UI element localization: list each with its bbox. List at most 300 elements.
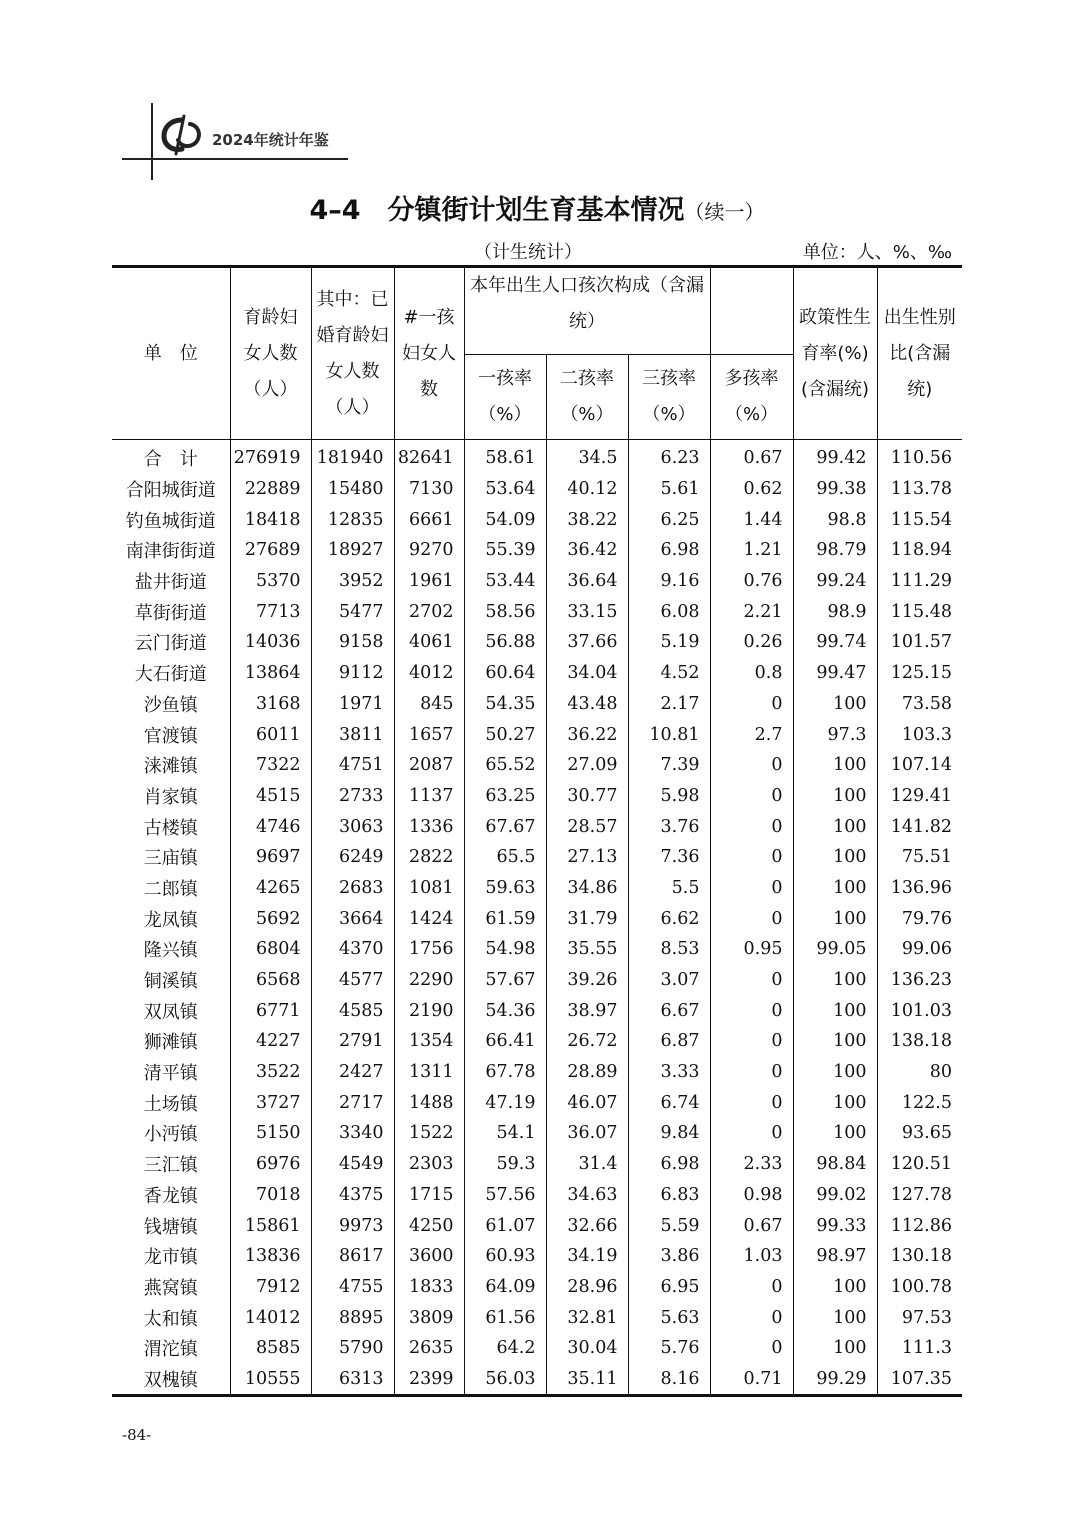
table-cell: 2190 [394, 995, 464, 1026]
table-cell: 136.96 [877, 873, 962, 904]
table-cell: 3340 [311, 1118, 394, 1149]
table-cell: 2399 [394, 1364, 464, 1396]
table-cell: 50.27 [464, 719, 546, 750]
table-cell: 10.81 [628, 719, 710, 750]
header-women-childbearing: 育龄妇女人数（人） [230, 267, 311, 440]
table-cell: 59.63 [464, 873, 546, 904]
table-cell: 100 [793, 842, 877, 873]
table-cell: 34.5 [546, 440, 628, 474]
header-horizontal-rule [122, 158, 348, 160]
table-cell: 30.04 [546, 1333, 628, 1364]
row-unit-name: 古楼镇 [143, 817, 198, 839]
table-cell: 28.57 [546, 811, 628, 842]
table-row [112, 1149, 962, 1180]
table-cell: 0 [710, 995, 793, 1026]
header-multi-child: 多孩率（%） [710, 355, 793, 440]
table-cell: 54.36 [464, 995, 546, 1026]
table-cell: 6568 [230, 965, 311, 996]
table-cell: 6.98 [628, 1149, 710, 1180]
table-cell: 14012 [230, 1302, 311, 1333]
table-cell: 0 [710, 1087, 793, 1118]
table-cell: 30.77 [546, 781, 628, 812]
table-cell: 2702 [394, 596, 464, 627]
header-married-women: 其中：已婚育龄妇女人数（人） [311, 267, 394, 440]
table-cell: 129.41 [877, 781, 962, 812]
table-row [112, 627, 962, 658]
table-cell: 0.67 [710, 1210, 793, 1241]
row-unit-name: 龙凤镇 [143, 909, 198, 931]
header-third-child: 三孩率（%） [628, 355, 710, 440]
table-cell: 115.54 [877, 504, 962, 535]
table-row [112, 903, 962, 934]
table-cell: 14036 [230, 627, 311, 658]
table-cell: 0.95 [710, 934, 793, 965]
row-unit-name: 合 计 [143, 449, 198, 471]
row-unit-name: 渭沱镇 [143, 1339, 198, 1361]
table-cell: 100.78 [877, 1272, 962, 1303]
table-cell: 59.3 [464, 1149, 546, 1180]
row-unit-name: 钱塘镇 [143, 1216, 198, 1238]
table-cell: 6.98 [628, 535, 710, 566]
table-cell: 6.95 [628, 1272, 710, 1303]
table-cell: 125.15 [877, 658, 962, 689]
table-cell: 32.66 [546, 1210, 628, 1241]
table-cell: 100 [793, 781, 877, 812]
table-cell: 8585 [230, 1333, 311, 1364]
header-second-child: 二孩率（%） [546, 355, 628, 440]
table-cell: 36.64 [546, 566, 628, 597]
table-cell: 15480 [311, 474, 394, 505]
table-cell: 138.18 [877, 1026, 962, 1057]
table-cell: 1424 [394, 903, 464, 934]
row-unit-name: 沙鱼镇 [143, 694, 198, 716]
table-cell: 100 [793, 995, 877, 1026]
header-one-child-women: #一孩妇女人数 [394, 267, 464, 440]
row-unit-name: 隆兴镇 [143, 940, 198, 962]
table-cell: 4250 [394, 1210, 464, 1241]
table-cell: 22889 [230, 474, 311, 505]
table-cell: 0 [710, 842, 793, 873]
table-cell: 54.09 [464, 504, 546, 535]
table-cell: 2.17 [628, 689, 710, 720]
table-cell: 35.11 [546, 1364, 628, 1396]
table-cell: 67.67 [464, 811, 546, 842]
table-cell: 60.93 [464, 1241, 546, 1272]
table-cell: 2427 [311, 1057, 394, 1088]
table-cell: 34.63 [546, 1180, 628, 1211]
table-cell: 15861 [230, 1210, 311, 1241]
table-cell: 845 [394, 689, 464, 720]
table-cell: 18927 [311, 535, 394, 566]
table-cell: 6771 [230, 995, 311, 1026]
table-cell: 6661 [394, 504, 464, 535]
table-cell: 6976 [230, 1149, 311, 1180]
table-row [112, 1210, 962, 1241]
row-unit-name: 双槐镇 [112, 1364, 230, 1396]
table-cell: 2290 [394, 965, 464, 996]
table-cell: 99.42 [793, 440, 877, 474]
table-cell: 12835 [311, 504, 394, 535]
table-cell: 100 [793, 1057, 877, 1088]
table-cell: 4061 [394, 627, 464, 658]
table-cell: 3.76 [628, 811, 710, 842]
table-cell: 99.47 [793, 658, 877, 689]
row-unit-name: 铜溪镇 [143, 971, 198, 993]
table-cell: 56.03 [464, 1364, 546, 1396]
table-cell: 0.98 [710, 1180, 793, 1211]
header-empty [710, 267, 793, 355]
table-cell: 54.1 [464, 1118, 546, 1149]
table-cell: 6313 [311, 1364, 394, 1396]
table-cell: 0 [710, 811, 793, 842]
table-row [112, 440, 962, 474]
row-unit-name: 三汇镇 [143, 1155, 198, 1177]
table-cell: 35.55 [546, 934, 628, 965]
table-cell: 276919 [230, 440, 311, 474]
table-cell: 9158 [311, 627, 394, 658]
table-cell: 0.67 [710, 440, 793, 474]
table-cell: 43.48 [546, 689, 628, 720]
header-unit: 单 位 [112, 267, 230, 440]
table-cell: 6.62 [628, 903, 710, 934]
table-row [112, 995, 962, 1026]
table-cell: 36.07 [546, 1118, 628, 1149]
table-cell: 3.86 [628, 1241, 710, 1272]
table-row [112, 1302, 962, 1333]
table-cell: 58.56 [464, 596, 546, 627]
table-cell: 0 [710, 689, 793, 720]
table-cell: 5477 [311, 596, 394, 627]
family-planning-table [112, 265, 962, 1397]
table-row [112, 504, 962, 535]
table-cell: 34.19 [546, 1241, 628, 1272]
table-cell: 53.64 [464, 474, 546, 505]
table-cell: 31.79 [546, 903, 628, 934]
table-cell: 13836 [230, 1241, 311, 1272]
table-cell: 0 [710, 1302, 793, 1333]
table-cell: 98.97 [793, 1241, 877, 1272]
table-row [112, 1333, 962, 1364]
table-row [112, 535, 962, 566]
row-unit-name: 官渡镇 [143, 725, 198, 747]
table-cell: 111.3 [877, 1333, 962, 1364]
table-cell: 98.79 [793, 535, 877, 566]
table-cell: 141.82 [877, 811, 962, 842]
table-cell: 64.09 [464, 1272, 546, 1303]
table-cell: 27689 [230, 535, 311, 566]
table-row [112, 1118, 962, 1149]
row-unit-name: 香龙镇 [143, 1185, 198, 1207]
table-cell: 38.22 [546, 504, 628, 535]
table-cell: 4577 [311, 965, 394, 996]
table-cell: 98.84 [793, 1149, 877, 1180]
table-cell: 100 [793, 903, 877, 934]
table-row [112, 658, 962, 689]
table-cell: 100 [793, 1087, 877, 1118]
table-cell: 54.98 [464, 934, 546, 965]
table-cell: 7.36 [628, 842, 710, 873]
table-cell: 99.06 [877, 934, 962, 965]
row-unit-name: 钓鱼城街道 [125, 510, 216, 532]
table-cell: 4549 [311, 1149, 394, 1180]
table-cell: 33.15 [546, 596, 628, 627]
table-row [112, 873, 962, 904]
table-cell: 5370 [230, 566, 311, 597]
table-cell: 75.51 [877, 842, 962, 873]
table-cell: 1354 [394, 1026, 464, 1057]
table-cell: 3811 [311, 719, 394, 750]
table-cell: 110.56 [877, 440, 962, 474]
table-cell: 3727 [230, 1087, 311, 1118]
table-cell: 47.19 [464, 1087, 546, 1118]
table-row [112, 1241, 962, 1272]
table-cell: 56.88 [464, 627, 546, 658]
table-cell: 0 [710, 1272, 793, 1303]
table-cell: 101.57 [877, 627, 962, 658]
table-cell: 60.64 [464, 658, 546, 689]
table-cell: 107.14 [877, 750, 962, 781]
table-cell: 61.56 [464, 1302, 546, 1333]
table-cell: 55.39 [464, 535, 546, 566]
table-cell: 0.26 [710, 627, 793, 658]
table-cell: 79.76 [877, 903, 962, 934]
table-cell: 3600 [394, 1241, 464, 1272]
table-cell: 99.29 [793, 1364, 877, 1396]
table-cell: 2.21 [710, 596, 793, 627]
table-cell: 4755 [311, 1272, 394, 1303]
table-cell: 1311 [394, 1057, 464, 1088]
table-row [112, 566, 962, 597]
table-cell: 9.84 [628, 1118, 710, 1149]
table-cell: 1522 [394, 1118, 464, 1149]
table-cell: 9270 [394, 535, 464, 566]
table-cell: 2.7 [710, 719, 793, 750]
row-unit-name: 太和镇 [143, 1308, 198, 1330]
table-cell: 5.63 [628, 1302, 710, 1333]
table-cell: 100 [793, 873, 877, 904]
table-cell: 7322 [230, 750, 311, 781]
table-cell: 100 [793, 1302, 877, 1333]
table-row [112, 1180, 962, 1211]
table-cell: 100 [793, 750, 877, 781]
table-cell: 6.23 [628, 440, 710, 474]
table-cell: 73.58 [877, 689, 962, 720]
table-cell: 28.96 [546, 1272, 628, 1303]
table-cell: 8617 [311, 1241, 394, 1272]
table-cell: 61.59 [464, 903, 546, 934]
table-row [112, 474, 962, 505]
table-cell: 4515 [230, 781, 311, 812]
table-cell: 80 [877, 1057, 962, 1088]
table-cell: 0 [710, 750, 793, 781]
table-cell: 100 [793, 965, 877, 996]
table-cell: 1971 [311, 689, 394, 720]
table-title [0, 188, 1074, 227]
table-cell: 118.94 [877, 535, 962, 566]
row-unit-name: 土场镇 [143, 1093, 198, 1115]
table-cell: 9.16 [628, 566, 710, 597]
table-cell: 4585 [311, 995, 394, 1026]
table-cell: 1657 [394, 719, 464, 750]
table-cell: 65.52 [464, 750, 546, 781]
table-cell: 4.52 [628, 658, 710, 689]
header-vertical-rule [151, 103, 153, 180]
row-unit-name: 涞滩镇 [143, 756, 198, 778]
table-cell: 57.67 [464, 965, 546, 996]
table-cell: 67.78 [464, 1057, 546, 1088]
table-cell: 100 [793, 811, 877, 842]
table-cell: 2822 [394, 842, 464, 873]
table-cell: 100 [793, 1026, 877, 1057]
table-cell: 5692 [230, 903, 311, 934]
table-cell: 1.44 [710, 504, 793, 535]
row-unit-name: 狮滩镇 [143, 1032, 198, 1054]
row-unit-name: 龙市镇 [143, 1247, 198, 1269]
table-cell: 38.97 [546, 995, 628, 1026]
table-cell: 0 [710, 1026, 793, 1057]
table-cell: 107.35 [877, 1364, 962, 1396]
table-cell: 6011 [230, 719, 311, 750]
table-cell: 27.09 [546, 750, 628, 781]
row-unit-name: 二郎镇 [143, 878, 198, 900]
table-cell: 0.76 [710, 566, 793, 597]
table-cell: 1756 [394, 934, 464, 965]
table-cell: 3522 [230, 1057, 311, 1088]
table-cell: 1961 [394, 566, 464, 597]
row-unit-name: 云门街道 [134, 633, 207, 655]
row-unit-name: 草街街道 [134, 602, 207, 624]
table-cell: 0 [710, 781, 793, 812]
table-cell: 0 [710, 965, 793, 996]
table-cell: 111.29 [877, 566, 962, 597]
table-cell: 58.61 [464, 440, 546, 474]
table-cell: 100 [793, 1118, 877, 1149]
table-cell: 9697 [230, 842, 311, 873]
table-cell: 0.62 [710, 474, 793, 505]
page-number: -84- [122, 1426, 152, 1444]
table-cell: 0 [710, 1333, 793, 1364]
table-cell: 6249 [311, 842, 394, 873]
table-cell: 46.07 [546, 1087, 628, 1118]
table-cell: 82641 [394, 440, 464, 474]
table-cell: 7130 [394, 474, 464, 505]
table-row [112, 719, 962, 750]
table-cell: 0.8 [710, 658, 793, 689]
table-row [112, 811, 962, 842]
table-cell: 6.74 [628, 1087, 710, 1118]
table-cell: 4751 [311, 750, 394, 781]
table-body [112, 440, 962, 1396]
table-cell: 7713 [230, 596, 311, 627]
table-cell: 5790 [311, 1333, 394, 1364]
table-cell: 5.76 [628, 1333, 710, 1364]
table-row [112, 965, 962, 996]
table-cell: 136.23 [877, 965, 962, 996]
table-cell: 5.19 [628, 627, 710, 658]
table-row [112, 1272, 962, 1303]
table-cell: 3.07 [628, 965, 710, 996]
table-cell: 120.51 [877, 1149, 962, 1180]
table-cell: 36.22 [546, 719, 628, 750]
table-cell: 7.39 [628, 750, 710, 781]
table-cell: 2733 [311, 781, 394, 812]
table-cell: 4227 [230, 1026, 311, 1057]
row-unit-name: 盐井街道 [134, 572, 207, 594]
table-cell: 54.35 [464, 689, 546, 720]
table-cell: 122.5 [877, 1087, 962, 1118]
row-unit-name: 合阳城街道 [125, 480, 216, 502]
table-row [112, 1087, 962, 1118]
table-cell: 2.33 [710, 1149, 793, 1180]
table-cell: 63.25 [464, 781, 546, 812]
table-cell: 98.8 [793, 504, 877, 535]
table-row [112, 781, 962, 812]
table-cell: 36.42 [546, 535, 628, 566]
table-cell: 1833 [394, 1272, 464, 1303]
table-cell: 6.67 [628, 995, 710, 1026]
table-cell: 6804 [230, 934, 311, 965]
table-cell: 53.44 [464, 566, 546, 597]
table-cell: 18418 [230, 504, 311, 535]
table-cell: 5.59 [628, 1210, 710, 1241]
table-title-sub: （续一） [684, 200, 765, 224]
table-cell: 9973 [311, 1210, 394, 1241]
table-cell: 97.53 [877, 1302, 962, 1333]
table-cell: 2791 [311, 1026, 394, 1057]
table-cell: 6.08 [628, 596, 710, 627]
table-cell: 181940 [311, 440, 394, 474]
table-cell: 127.78 [877, 1180, 962, 1211]
table-cell: 0 [710, 903, 793, 934]
table-cell: 1137 [394, 781, 464, 812]
table-cell: 39.26 [546, 965, 628, 996]
table-row [112, 750, 962, 781]
table-cell: 31.4 [546, 1149, 628, 1180]
table-cell: 4370 [311, 934, 394, 965]
table-cell: 32.81 [546, 1302, 628, 1333]
table-cell: 3.33 [628, 1057, 710, 1088]
row-unit-name: 小沔镇 [143, 1124, 198, 1146]
table-cell: 1.21 [710, 535, 793, 566]
table-cell: 6.83 [628, 1180, 710, 1211]
table-cell: 66.41 [464, 1026, 546, 1057]
table-cell: 4012 [394, 658, 464, 689]
table-cell: 7912 [230, 1272, 311, 1303]
table-cell: 34.04 [546, 658, 628, 689]
table-cell: 99.02 [793, 1180, 877, 1211]
table-cell: 10555 [230, 1364, 311, 1396]
row-unit-name: 双凤镇 [143, 1001, 198, 1023]
table-cell: 61.07 [464, 1210, 546, 1241]
table-cell: 3809 [394, 1302, 464, 1333]
table-cell: 40.12 [546, 474, 628, 505]
table-cell: 27.13 [546, 842, 628, 873]
header-first-child: 一孩率（%） [464, 355, 546, 440]
table-cell: 0 [710, 873, 793, 904]
table-cell: 26.72 [546, 1026, 628, 1057]
table-cell: 0.71 [710, 1364, 793, 1396]
table-row [112, 1026, 962, 1057]
table-cell: 99.33 [793, 1210, 877, 1241]
table-row [112, 689, 962, 720]
header-policy-rate: 政策性生育率(%)(含漏统) [793, 267, 877, 440]
table-cell: 99.24 [793, 566, 877, 597]
header-sex-ratio: 出生性别比(含漏统) [877, 267, 962, 440]
table-cell: 6.87 [628, 1026, 710, 1057]
yearbook-logo-icon [160, 114, 206, 156]
table-cell: 103.3 [877, 719, 962, 750]
table-row [112, 934, 962, 965]
